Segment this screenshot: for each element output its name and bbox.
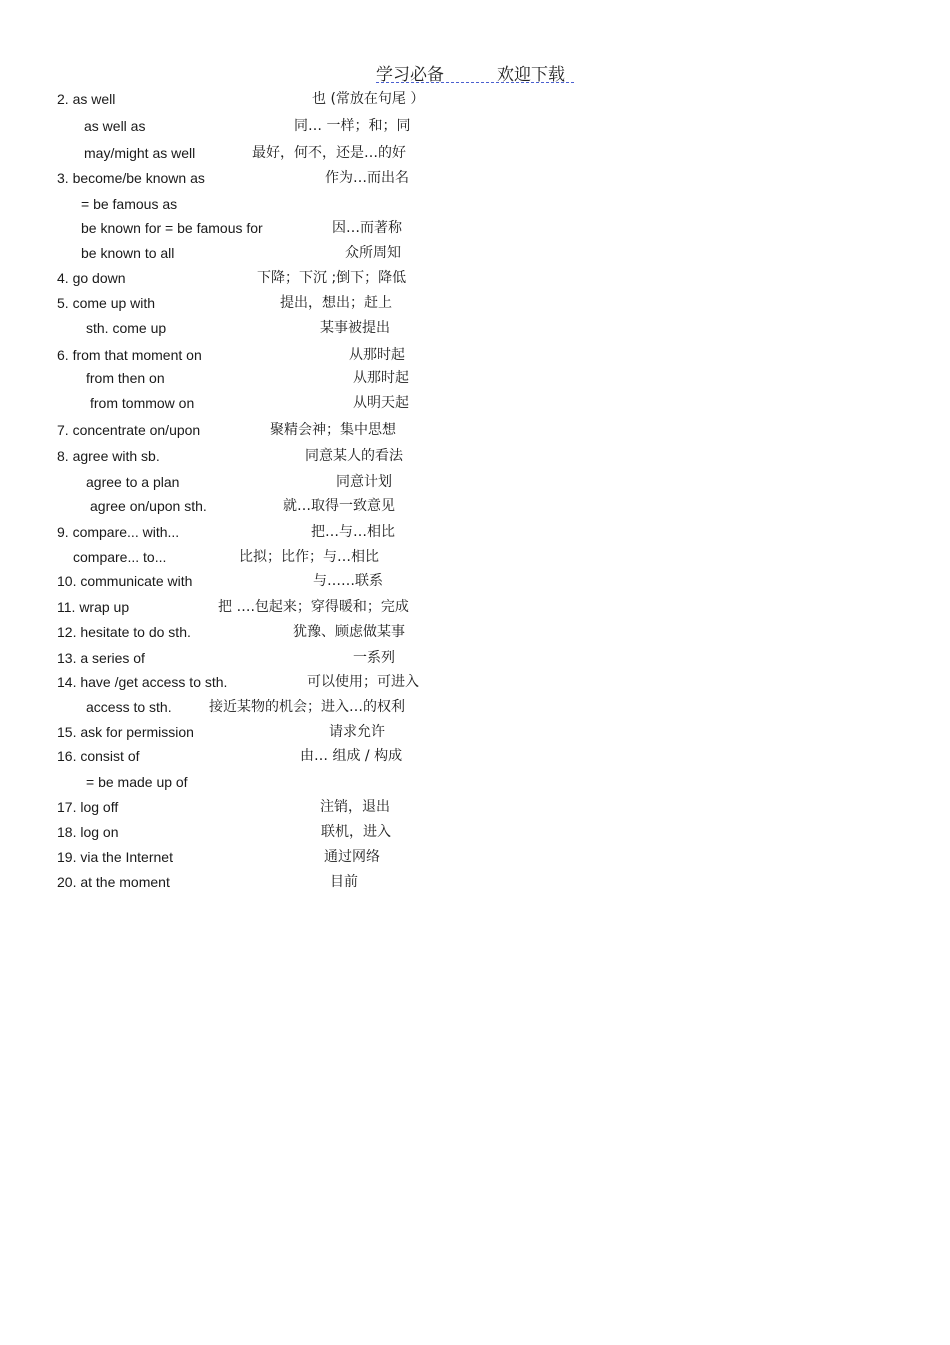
entry-english: 6. from that moment on bbox=[57, 347, 202, 363]
header-left-text: 学习必备 bbox=[376, 65, 444, 85]
entry-chinese: 同意某人的看法 bbox=[305, 448, 403, 464]
entry-english: 2. as well bbox=[57, 91, 116, 107]
entry-chinese: 因…而著称 bbox=[332, 220, 402, 236]
entry-chinese: 某事被提出 bbox=[320, 320, 390, 336]
entry-english: 14. have /get access to sth. bbox=[57, 674, 228, 690]
entry-chinese: 聚精会神；集中思想 bbox=[270, 422, 396, 438]
entry-chinese: 通过网络 bbox=[324, 849, 380, 865]
entry-chinese: 提出，想出；赶上 bbox=[280, 295, 392, 311]
page-header bbox=[376, 60, 574, 83]
entry-english: 17. log off bbox=[57, 799, 119, 815]
entry-english: access to sth. bbox=[86, 699, 172, 715]
entry-english: be known to all bbox=[81, 245, 175, 261]
entry-english: agree to a plan bbox=[86, 474, 180, 490]
entry-chinese: 由… 组成 / 构成 bbox=[300, 748, 403, 764]
entry-chinese: 请求允许 bbox=[329, 724, 385, 740]
entry-english: from tommow on bbox=[90, 395, 195, 411]
entry-chinese: 可以使用；可进入 bbox=[307, 674, 419, 690]
entry-chinese: 联机，进入 bbox=[321, 824, 391, 840]
entry-english: 16. consist of bbox=[57, 748, 140, 764]
entry-chinese: 也 (常放在句尾 ） bbox=[312, 91, 425, 107]
entry-chinese: 同意计划 bbox=[336, 474, 392, 490]
entry-chinese: 与……联系 bbox=[313, 573, 383, 589]
entry-english: as well as bbox=[84, 118, 146, 134]
entry-chinese: 同… 一样；和；同 bbox=[294, 118, 411, 134]
entry-english: 12. hesitate to do sth. bbox=[57, 624, 191, 640]
entry-english: 10. communicate with bbox=[57, 573, 193, 589]
entry-chinese: 一系列 bbox=[353, 650, 395, 666]
entry-english: 19. via the Internet bbox=[57, 849, 173, 865]
entry-english: 8. agree with sb. bbox=[57, 448, 160, 464]
entry-chinese: 众所周知 bbox=[345, 245, 401, 261]
entry-chinese: 作为…而出名 bbox=[325, 170, 409, 186]
entry-english: 15. ask for permission bbox=[57, 724, 194, 740]
entry-chinese: 把 ….包起来；穿得暖和；完成 bbox=[218, 599, 409, 615]
entry-english: 13. a series of bbox=[57, 650, 145, 666]
entry-english: = be famous as bbox=[81, 196, 178, 212]
entry-chinese: 就…取得一致意见 bbox=[283, 498, 395, 514]
entry-english: 5. come up with bbox=[57, 295, 156, 311]
entry-english: 7. concentrate on/upon bbox=[57, 422, 201, 438]
entry-english: from then on bbox=[86, 370, 165, 386]
entry-english: 18. log on bbox=[57, 824, 119, 840]
entry-chinese: 最好，何不，还是…的好 bbox=[252, 145, 406, 161]
entry-english: be known for = be famous for bbox=[81, 220, 263, 236]
entry-english: agree on/upon sth. bbox=[90, 498, 207, 514]
header-right-text: 欢迎下载 bbox=[497, 65, 565, 85]
entry-chinese: 注销，退出 bbox=[320, 799, 390, 815]
entry-english: = be made up of bbox=[86, 774, 188, 790]
entry-chinese: 从那时起 bbox=[349, 347, 405, 363]
entry-english: sth. come up bbox=[86, 320, 167, 336]
entry-english: may/might as well bbox=[84, 145, 196, 161]
entry-english: 11. wrap up bbox=[57, 599, 130, 615]
entry-english: 3. become/be known as bbox=[57, 170, 205, 186]
entry-chinese: 把…与…相比 bbox=[311, 524, 395, 540]
entry-chinese: 犹豫、顾虑做某事 bbox=[293, 624, 405, 640]
entry-english: 4. go down bbox=[57, 270, 126, 286]
entry-chinese: 目前 bbox=[330, 874, 358, 890]
entry-english: compare... to... bbox=[73, 549, 167, 565]
entry-chinese: 从那时起 bbox=[353, 370, 409, 386]
entry-chinese: 比拟；比作；与…相比 bbox=[239, 549, 379, 565]
entry-chinese: 接近某物的机会；进入…的权利 bbox=[209, 699, 405, 715]
entry-english: 20. at the moment bbox=[57, 874, 170, 890]
entry-chinese: 下降；下沉 ;倒下；降低 bbox=[257, 270, 407, 286]
entry-chinese: 从明天起 bbox=[353, 395, 409, 411]
entry-english: 9. compare... with... bbox=[57, 524, 180, 540]
